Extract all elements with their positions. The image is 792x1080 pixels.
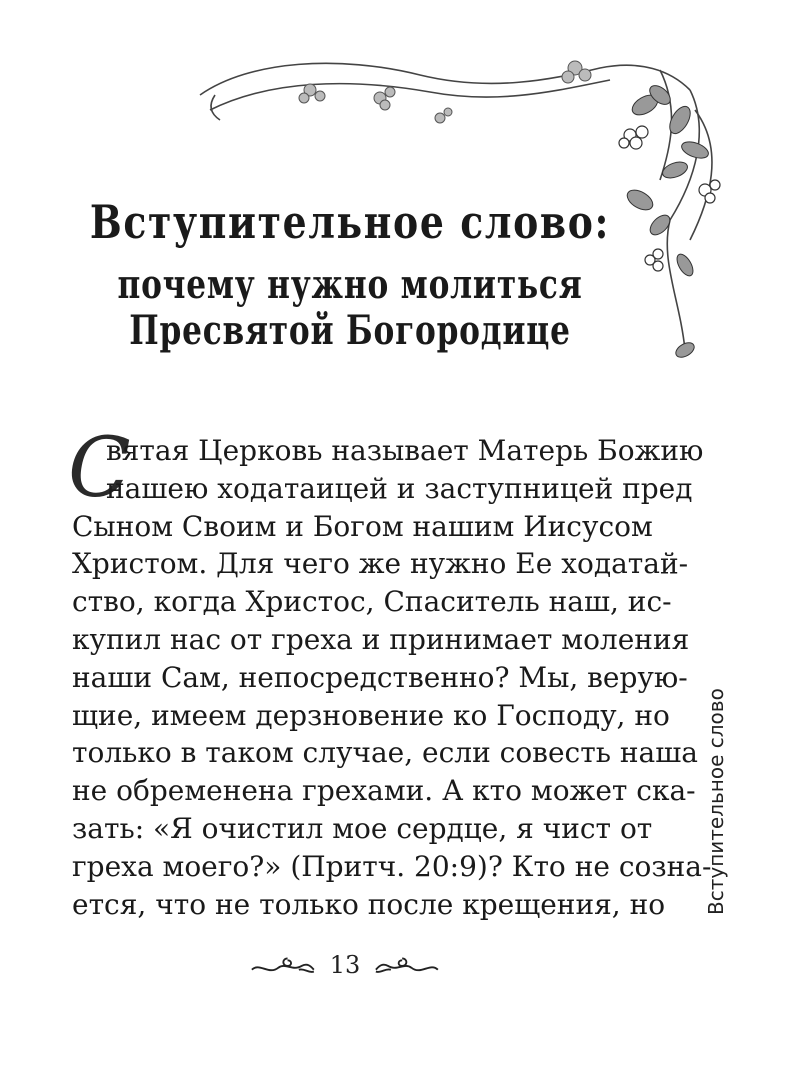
text-line: вятая Церковь называет Матерь Божию xyxy=(106,434,704,467)
text-line: не обременена грехами. А кто может ска- xyxy=(72,774,696,808)
text-line: нашею ходатаицей и заступницей пред xyxy=(106,471,693,505)
page-number: 13 xyxy=(329,951,361,979)
text-line: ется, что не только после крещения, но xyxy=(72,887,666,921)
text-line: ство, когда Христос, Спаситель наш, ис- xyxy=(72,585,672,619)
text-line: щие, имеем дерзновение ко Господу, но xyxy=(72,698,670,732)
running-header xyxy=(700,520,740,920)
text-line: греха моего?» (Притч. 20:9)? Кто не созна- xyxy=(72,849,712,883)
subtitle-line: Пресвятой Богородице xyxy=(129,307,571,354)
subtitle-line: почему нужно молиться xyxy=(117,261,583,308)
drop-cap: С xyxy=(68,421,131,516)
running-header-text: Вступительное слово xyxy=(704,688,728,915)
scroll-flourish-icon xyxy=(250,952,316,978)
scroll-flourish-icon xyxy=(374,952,440,978)
body-paragraph xyxy=(72,432,712,923)
text-line: Христом. Для чего же нужно Ее ходатай- xyxy=(72,547,689,581)
text-line: наши Сам, непосредственно? Мы, верую- xyxy=(72,660,688,694)
page-title: Вступительное слово: xyxy=(89,195,611,249)
text-line: купил нас от греха и принимает моления xyxy=(72,622,690,656)
text-line: только в таком случае, если совесть наша xyxy=(72,736,698,770)
text-line: Сыном Своим и Богом нашим Иисусом xyxy=(72,509,653,543)
page-subtitle xyxy=(77,262,623,354)
page-footer xyxy=(250,945,440,985)
text-line: зать: «Я очистил мое сердце, я чист от xyxy=(72,811,653,845)
